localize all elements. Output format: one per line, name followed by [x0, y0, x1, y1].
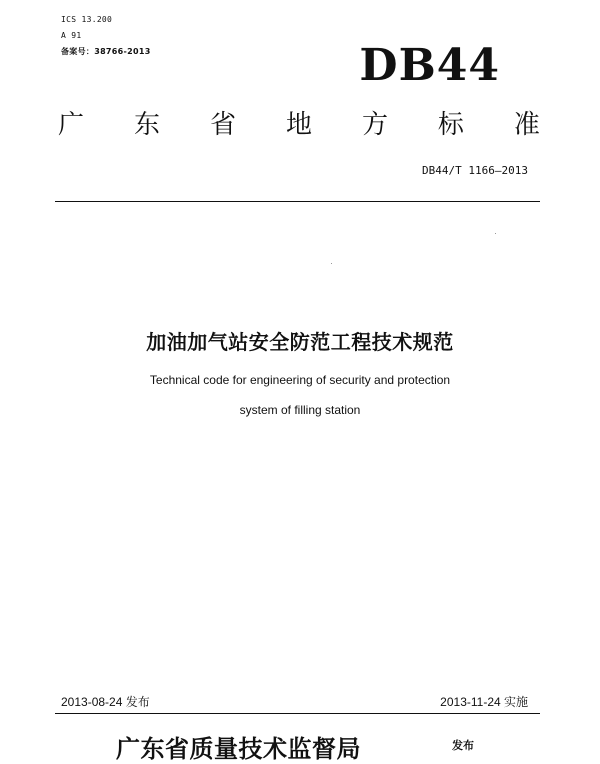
record-number: 备案号：38766-2013 — [61, 47, 151, 56]
implementation-date: 2013-11-24 实施 — [440, 695, 528, 709]
title-char: 省 — [209, 110, 236, 140]
issuer-action: 发布 — [452, 739, 474, 752]
bottom-divider — [55, 713, 540, 714]
ics-code: ICS 13.200 — [61, 15, 113, 24]
scan-speck — [331, 263, 332, 264]
document-title-cn: 加油加气站安全防范工程技术规范 — [146, 330, 454, 354]
title-char: 标 — [437, 110, 464, 140]
document-title-en-line2: system of filling station — [239, 403, 361, 417]
classification-code: A 91 — [61, 31, 82, 40]
title-char: 广 — [58, 110, 85, 140]
top-divider — [55, 201, 540, 202]
issue-date: 2013-08-24 发布 — [61, 695, 150, 709]
standard-type-title — [58, 108, 540, 142]
scan-speck — [495, 233, 496, 234]
db44-logo: DB44 — [359, 40, 500, 91]
document-title-en-line1: Technical code for engineering of security and protection — [149, 373, 451, 387]
issuing-authority: 广东省质量技术监督局 — [116, 734, 361, 763]
title-char: 方 — [361, 110, 388, 140]
standard-number: DB44/T 1166—2013 — [422, 164, 528, 177]
title-char: 地 — [285, 110, 312, 140]
title-char: 准 — [513, 110, 540, 140]
title-char: 东 — [133, 110, 160, 140]
